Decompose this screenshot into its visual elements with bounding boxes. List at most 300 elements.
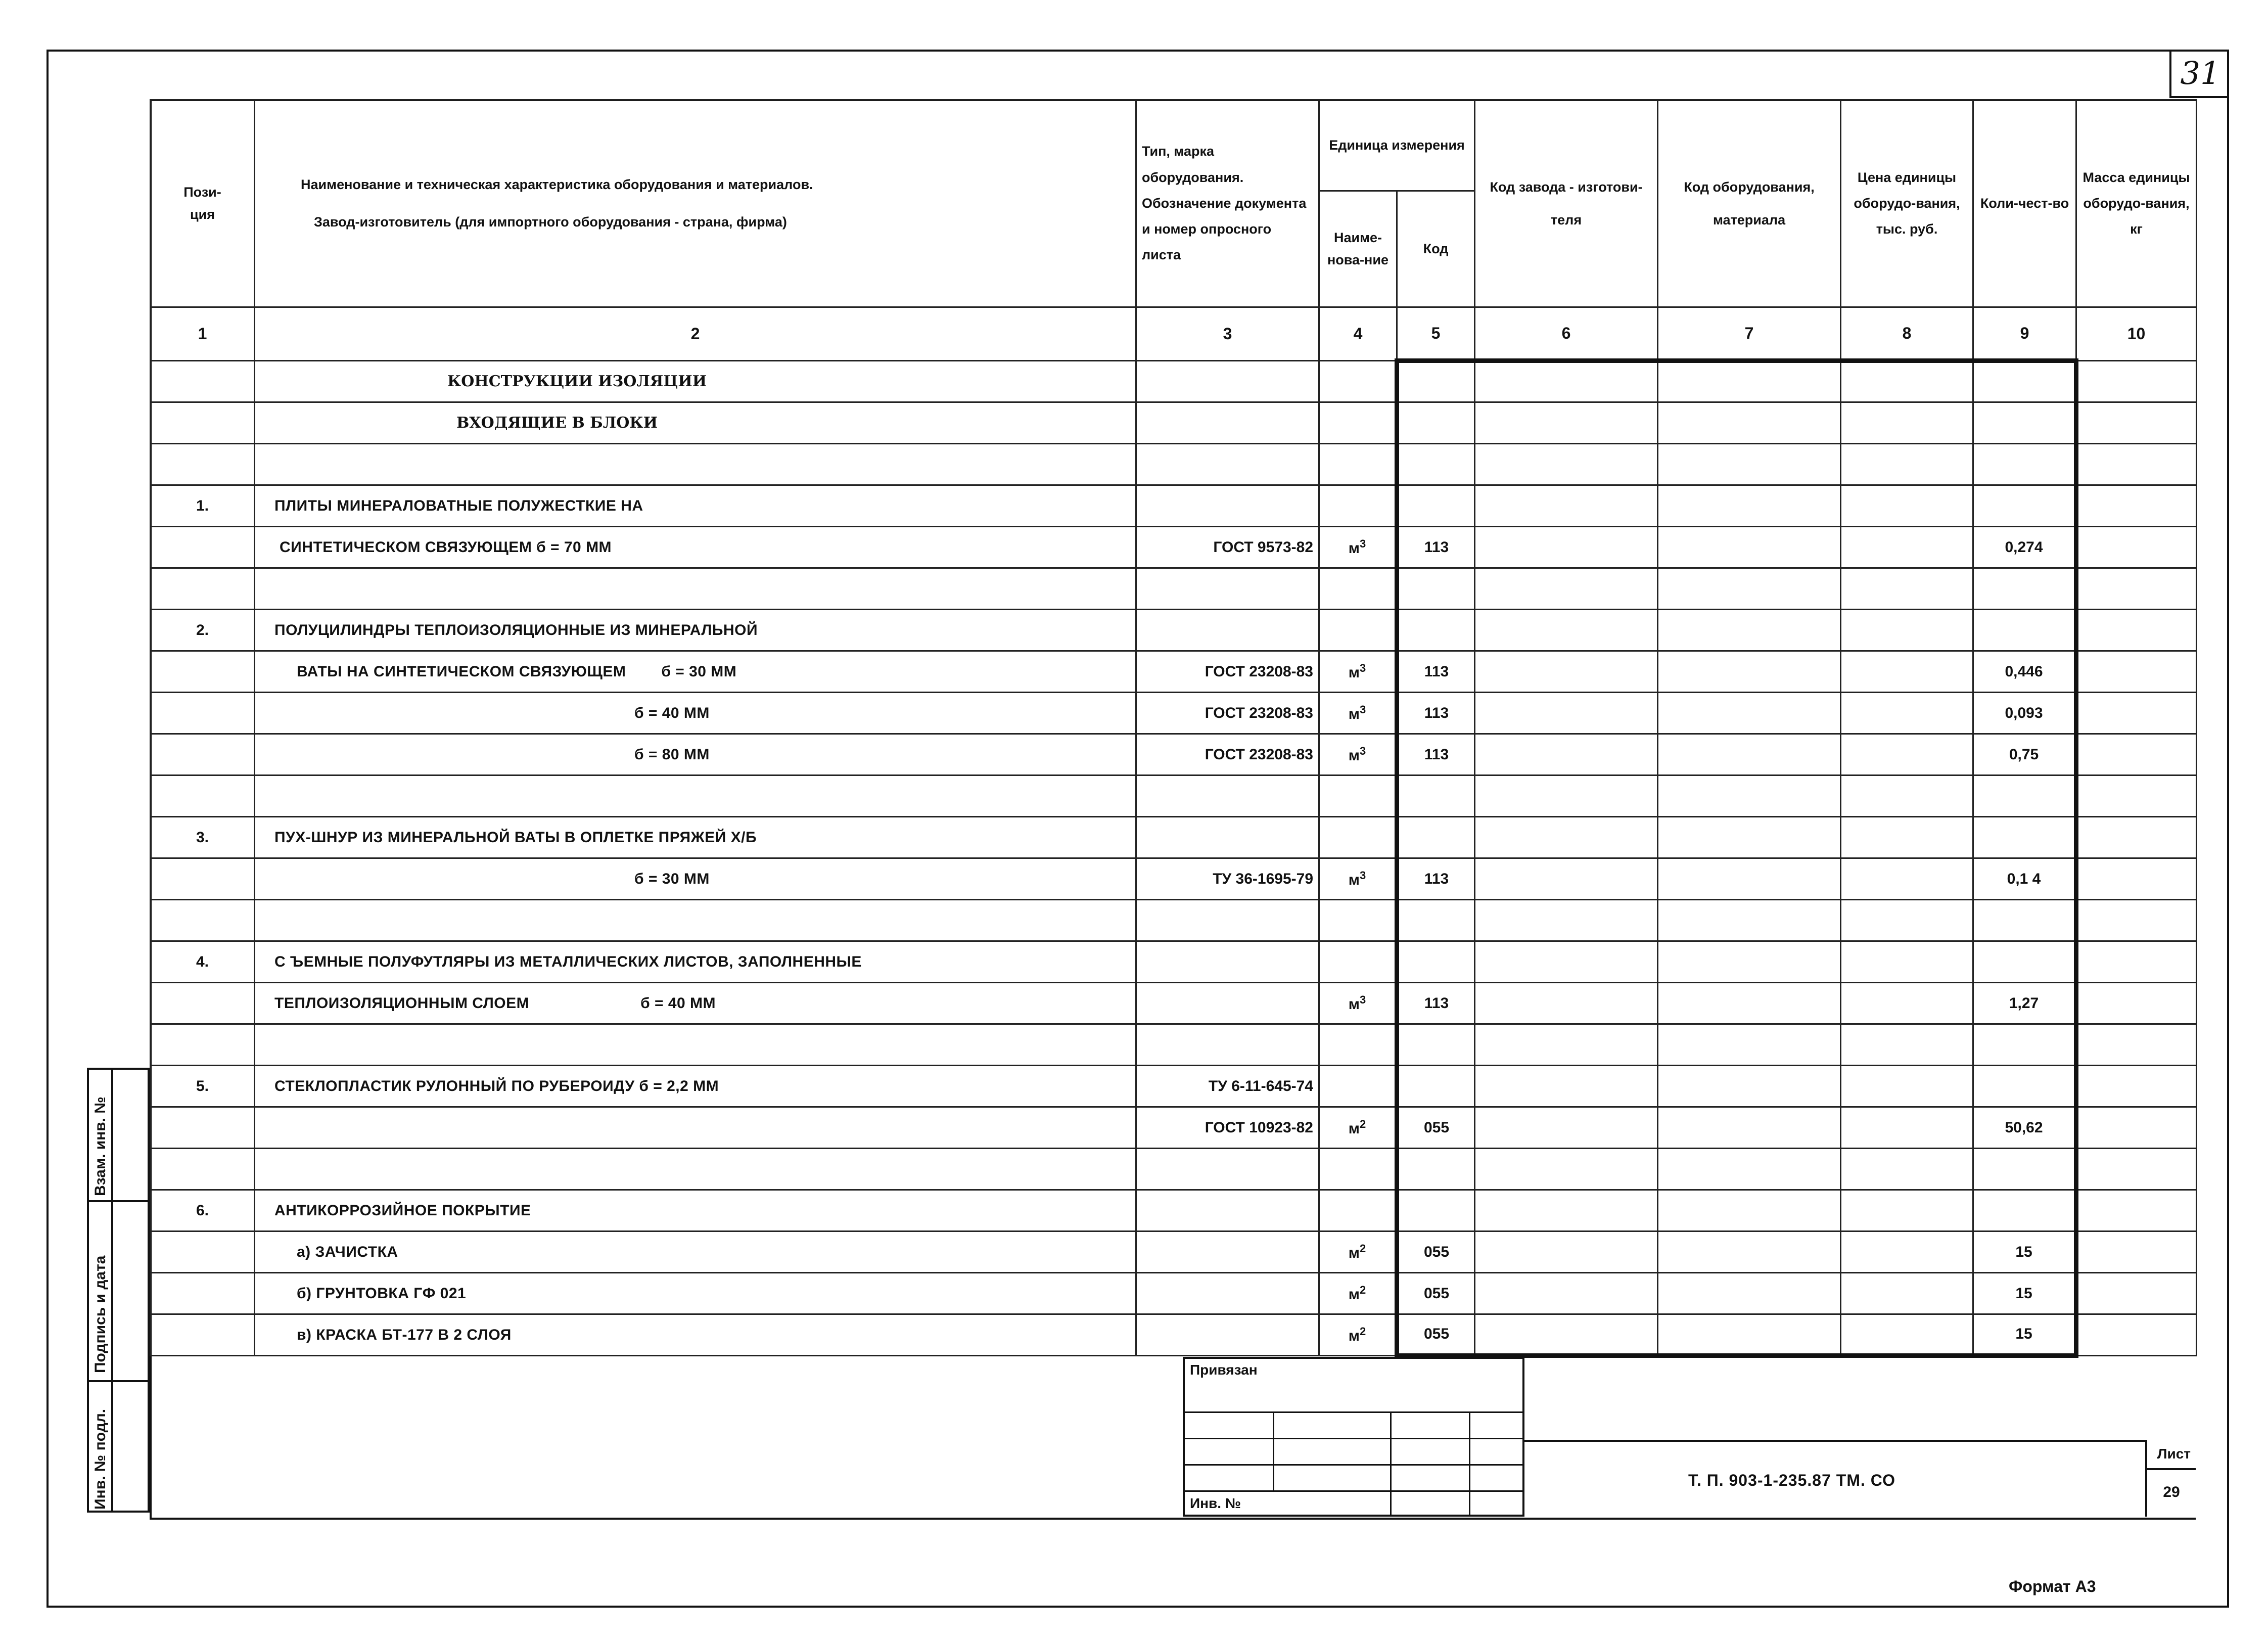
cell-quantity — [1973, 776, 2076, 817]
cell-unit: $м^2$ — [1319, 1107, 1397, 1149]
cell-position — [151, 693, 255, 734]
header-position: Пози- ция — [151, 100, 255, 307]
cell-position — [151, 776, 255, 817]
cell-unit: $м^3$ — [1319, 858, 1397, 900]
item-name: ТЕПЛОИЗОЛЯЦИОННЫМ СЛОЕМ — [274, 994, 530, 1012]
cell-position — [151, 858, 255, 900]
item-name: ВАТЫ НА СИНТЕТИЧЕСКОМ СВЯЗУЮЩЕМ — [297, 663, 626, 680]
cell-factory-code — [1475, 1314, 1658, 1356]
item-name: в) КРАСКА БТ-177 В 2 СЛОЯ — [297, 1326, 512, 1343]
cell-doc — [1136, 1273, 1319, 1314]
cell-material-code — [1658, 983, 1841, 1024]
cell-price — [1841, 1232, 1973, 1273]
cell-price — [1841, 817, 1973, 858]
cell-factory-code — [1475, 858, 1658, 900]
cell-material-code — [1658, 693, 1841, 734]
item-row — [151, 1314, 2197, 1356]
header-unit-group: Единица измерения — [1319, 100, 1475, 191]
item-name: ПОЛУЦИЛИНДРЫ ТЕПЛОИЗОЛЯЦИОННЫЕ ИЗ МИНЕРАЛЬНОЙ — [274, 621, 758, 638]
cell-price — [1841, 610, 1973, 651]
cell-doc — [1136, 1314, 1319, 1356]
cell-doc: ГОСТ 23208-83 — [1136, 693, 1319, 734]
cell-code — [1397, 941, 1475, 983]
unit-exponent: 3 — [1359, 745, 1366, 757]
col-number: 9 — [1973, 307, 2076, 361]
cell-factory-code — [1475, 485, 1658, 527]
approval-sidebar — [87, 1068, 150, 1513]
cell-material-code — [1658, 1149, 1841, 1190]
header-material-code: Код оборудования, материала — [1658, 100, 1841, 307]
sidebar-vzam-label: Взам. инв. № — [92, 1097, 109, 1196]
cell-doc — [1136, 1232, 1319, 1273]
spacer-row — [151, 776, 2197, 817]
specification-table — [150, 99, 2197, 1358]
cell-name — [255, 941, 1136, 983]
cell-quantity — [1973, 1024, 2076, 1066]
cell-mass — [2076, 1149, 2197, 1190]
cell-material-code — [1658, 444, 1841, 485]
cell-material-code — [1658, 1273, 1841, 1314]
cell-name — [255, 1190, 1136, 1232]
cell-material-code — [1658, 568, 1841, 610]
cell-unit: $м^3$ — [1319, 734, 1397, 776]
cell-mass — [2076, 693, 2197, 734]
cell-position — [151, 1314, 255, 1356]
cell-price — [1841, 858, 1973, 900]
cell-mass — [2076, 1024, 2197, 1066]
cell-mass — [2076, 900, 2197, 941]
cell-material-code — [1658, 485, 1841, 527]
cell-price — [1841, 983, 1973, 1024]
cell-material-code — [1658, 1314, 1841, 1356]
cell-code — [1397, 1190, 1475, 1232]
spacer-row — [151, 1024, 2197, 1066]
cell-quantity — [1973, 610, 2076, 651]
cell-quantity: 15 — [1973, 1314, 2076, 1356]
cell-unit — [1319, 1149, 1397, 1190]
spacer-row — [151, 444, 2197, 485]
cell-name — [255, 1107, 1136, 1149]
cell-mass — [2076, 444, 2197, 485]
header-name-line1: Наименование и техническая характеристика оборудования и материалов. — [301, 177, 813, 193]
cell-position: 3. — [151, 817, 255, 858]
cell-mass — [2076, 1232, 2197, 1273]
cell-name — [255, 817, 1136, 858]
cell-position: 6. — [151, 1190, 255, 1232]
cell-position — [151, 361, 255, 402]
item-thickness: б = 30 ММ — [661, 663, 737, 680]
cell-mass — [2076, 941, 2197, 983]
cell-unit — [1319, 1190, 1397, 1232]
cell-unit: $м^2$ — [1319, 1232, 1397, 1273]
unit-exponent: 2 — [1359, 1242, 1366, 1255]
cell-mass — [2076, 527, 2197, 568]
item-row — [151, 858, 2197, 900]
cell-code — [1397, 485, 1475, 527]
cell-mass — [2076, 1190, 2197, 1232]
cell-unit — [1319, 361, 1397, 402]
cell-name — [255, 1232, 1136, 1273]
item-name: ПУХ-ШНУР ИЗ МИНЕРАЛЬНОЙ ВАТЫ В ОПЛЕТКЕ ПРЯЖЕЙ Х/Б — [274, 829, 757, 846]
cell-mass — [2076, 568, 2197, 610]
cell-position — [151, 1273, 255, 1314]
cell-price — [1841, 444, 1973, 485]
cell-unit — [1319, 1024, 1397, 1066]
spacer-row — [151, 568, 2197, 610]
cell-mass — [2076, 734, 2197, 776]
cell-material-code — [1658, 1066, 1841, 1107]
cell-unit — [1319, 610, 1397, 651]
cell-price — [1841, 941, 1973, 983]
cell-unit — [1319, 941, 1397, 983]
cell-mass — [2076, 1314, 2197, 1356]
unit-exponent: 3 — [1359, 993, 1366, 1006]
cell-doc: ТУ 6-11-645-74 — [1136, 1066, 1319, 1107]
cell-material-code — [1658, 1024, 1841, 1066]
cell-material-code — [1658, 941, 1841, 983]
cell-code — [1397, 402, 1475, 444]
cell-factory-code — [1475, 1232, 1658, 1273]
cell-doc — [1136, 983, 1319, 1024]
cell-name — [255, 1273, 1136, 1314]
cell-unit — [1319, 485, 1397, 527]
column-numbers-row — [151, 307, 2197, 361]
cell-unit: $м^2$ — [1319, 1314, 1397, 1356]
sheet-number: 31 — [2169, 50, 2229, 98]
header-name — [255, 100, 1136, 307]
cell-material-code — [1658, 776, 1841, 817]
cell-name — [255, 1024, 1136, 1066]
col-number: 7 — [1658, 307, 1841, 361]
cell-doc: ГОСТ 23208-83 — [1136, 651, 1319, 693]
unit-exponent: 2 — [1359, 1284, 1366, 1296]
sheet-box — [2145, 1440, 2196, 1517]
cell-quantity — [1973, 444, 2076, 485]
cell-factory-code — [1475, 776, 1658, 817]
cell-doc — [1136, 485, 1319, 527]
cell-quantity — [1973, 485, 2076, 527]
cell-mass — [2076, 1273, 2197, 1314]
cell-doc — [1136, 900, 1319, 941]
cell-price — [1841, 1190, 1973, 1232]
section-title-row — [151, 402, 2197, 444]
cell-code — [1397, 1066, 1475, 1107]
cell-code: 055 — [1397, 1314, 1475, 1356]
cell-quantity: 0,446 — [1973, 651, 2076, 693]
cell-unit: $м^2$ — [1319, 1273, 1397, 1314]
cell-quantity: 0,75 — [1973, 734, 2076, 776]
item-row — [151, 693, 2197, 734]
cell-mass — [2076, 485, 2197, 527]
cell-mass — [2076, 361, 2197, 402]
header-row — [151, 100, 2197, 191]
cell-position — [151, 444, 255, 485]
cell-position: 4. — [151, 941, 255, 983]
item-row — [151, 983, 2197, 1024]
header-unit-code: Код — [1397, 191, 1475, 307]
cell-price — [1841, 402, 1973, 444]
cell-quantity: 15 — [1973, 1273, 2076, 1314]
cell-code: 113 — [1397, 693, 1475, 734]
spacer-row — [151, 1149, 2197, 1190]
cell-quantity — [1973, 361, 2076, 402]
cell-code — [1397, 1024, 1475, 1066]
cell-material-code — [1658, 402, 1841, 444]
cell-quantity — [1973, 402, 2076, 444]
sheet-value: 29 — [2163, 1484, 2180, 1500]
cell-price — [1841, 1314, 1973, 1356]
cell-name: ВХОДЯЩИЕ В БЛОКИ — [255, 402, 1136, 444]
cell-price — [1841, 734, 1973, 776]
cell-quantity — [1973, 817, 2076, 858]
cell-quantity — [1973, 1066, 2076, 1107]
cell-material-code — [1658, 527, 1841, 568]
cell-position — [151, 402, 255, 444]
cell-doc — [1136, 568, 1319, 610]
cell-mass — [2076, 776, 2197, 817]
col-number: 1 — [151, 307, 255, 361]
item-name: ПЛИТЫ МИНЕРАЛОВАТНЫЕ ПОЛУЖЕСТКИЕ НА — [274, 497, 643, 514]
cell-price — [1841, 1107, 1973, 1149]
item-row — [151, 734, 2197, 776]
cell-doc — [1136, 361, 1319, 402]
cell-price — [1841, 1149, 1973, 1190]
cell-doc: ГОСТ 23208-83 — [1136, 734, 1319, 776]
cell-name — [255, 734, 1136, 776]
cell-unit: $м^3$ — [1319, 693, 1397, 734]
cell-unit — [1319, 817, 1397, 858]
cell-name — [255, 1066, 1136, 1107]
cell-factory-code — [1475, 1024, 1658, 1066]
item-row — [151, 817, 2197, 858]
unit-exponent: 2 — [1359, 1325, 1366, 1338]
cell-position — [151, 568, 255, 610]
cell-code: 055 — [1397, 1232, 1475, 1273]
sidebar-podpis-label: Подпись и дата — [92, 1255, 109, 1373]
cell-factory-code — [1475, 1066, 1658, 1107]
cell-code — [1397, 610, 1475, 651]
cell-factory-code — [1475, 900, 1658, 941]
cell-code — [1397, 444, 1475, 485]
cell-material-code — [1658, 1190, 1841, 1232]
cell-quantity: 1,27 — [1973, 983, 2076, 1024]
cell-quantity: 0,093 — [1973, 693, 2076, 734]
cell-doc — [1136, 444, 1319, 485]
cell-factory-code — [1475, 568, 1658, 610]
cell-material-code — [1658, 734, 1841, 776]
cell-position — [151, 1232, 255, 1273]
col-number: 2 — [255, 307, 1136, 361]
unit-exponent: 3 — [1359, 662, 1366, 674]
document-code: Т. П. 903-1-235.87 ТМ. СО — [1688, 1471, 1895, 1489]
cell-price — [1841, 651, 1973, 693]
cell-code: 113 — [1397, 858, 1475, 900]
cell-factory-code — [1475, 1190, 1658, 1232]
cell-code — [1397, 817, 1475, 858]
cell-position: 1. — [151, 485, 255, 527]
cell-unit — [1319, 402, 1397, 444]
cell-doc — [1136, 1190, 1319, 1232]
col-number: 4 — [1319, 307, 1397, 361]
header-price: Цена единицы оборудо-вания, тыс. руб. — [1841, 100, 1973, 307]
cell-material-code — [1658, 610, 1841, 651]
cell-price — [1841, 485, 1973, 527]
cell-factory-code — [1475, 1107, 1658, 1149]
cell-name — [255, 776, 1136, 817]
cell-factory-code — [1475, 610, 1658, 651]
cell-name — [255, 568, 1136, 610]
cell-price — [1841, 693, 1973, 734]
cell-doc: ТУ 36-1695-79 — [1136, 858, 1319, 900]
item-row — [151, 1066, 2197, 1107]
cell-code: 055 — [1397, 1107, 1475, 1149]
header-factory-code: Код завода - изготови-теля — [1475, 100, 1658, 307]
cell-price — [1841, 776, 1973, 817]
cell-mass — [2076, 402, 2197, 444]
cell-name — [255, 1314, 1136, 1356]
item-row — [151, 941, 2197, 983]
unit-exponent: 3 — [1359, 537, 1366, 550]
cell-name — [255, 900, 1136, 941]
cell-position — [151, 1149, 255, 1190]
cell-unit — [1319, 776, 1397, 817]
cell-doc — [1136, 1149, 1319, 1190]
cell-position — [151, 734, 255, 776]
cell-factory-code — [1475, 1273, 1658, 1314]
cell-position: 5. — [151, 1066, 255, 1107]
stamp-privyazan: Привязан — [1190, 1362, 1258, 1378]
item-row — [151, 1273, 2197, 1314]
item-name: б) ГРУНТОВКА ГФ 021 — [297, 1285, 467, 1302]
cell-factory-code — [1475, 983, 1658, 1024]
cell-code: 113 — [1397, 651, 1475, 693]
item-row — [151, 1190, 2197, 1232]
cell-unit — [1319, 444, 1397, 485]
cell-code: 113 — [1397, 983, 1475, 1024]
cell-quantity: 50,62 — [1973, 1107, 2076, 1149]
cell-doc — [1136, 776, 1319, 817]
item-thickness: б = 40 ММ — [634, 704, 710, 721]
item-name: АНТИКОРРОЗИЙНОЕ ПОКРЫТИЕ — [274, 1202, 531, 1219]
cell-mass — [2076, 817, 2197, 858]
unit-exponent: 3 — [1359, 869, 1366, 882]
cell-price — [1841, 361, 1973, 402]
cell-code — [1397, 776, 1475, 817]
header-unit-name: Наиме-нова-ние — [1319, 191, 1397, 307]
format-label: Формат А3 — [2009, 1577, 2096, 1595]
cell-material-code — [1658, 900, 1841, 941]
cell-unit: $м^3$ — [1319, 651, 1397, 693]
cell-doc: ГОСТ 10923-82 — [1136, 1107, 1319, 1149]
item-row — [151, 651, 2197, 693]
cell-position — [151, 983, 255, 1024]
cell-doc — [1136, 941, 1319, 983]
cell-material-code — [1658, 651, 1841, 693]
item-thickness: б = 40 ММ — [640, 994, 716, 1012]
unit-exponent: 3 — [1359, 703, 1366, 716]
item-row — [151, 610, 2197, 651]
header-type: Тип, марка оборудования. Обозначение документа и номер опросного листа — [1136, 100, 1319, 307]
item-row — [151, 485, 2197, 527]
cell-doc: ГОСТ 9573-82 — [1136, 527, 1319, 568]
cell-material-code — [1658, 817, 1841, 858]
cell-factory-code — [1475, 444, 1658, 485]
cell-position — [151, 1024, 255, 1066]
col-number: 6 — [1475, 307, 1658, 361]
item-name: СТЕКЛОПЛАСТИК РУЛОННЫЙ ПО РУБЕРОИДУ б = 2,2 ММ — [274, 1077, 719, 1094]
cell-quantity — [1973, 1149, 2076, 1190]
cell-factory-code — [1475, 1149, 1658, 1190]
cell-name — [255, 485, 1136, 527]
cell-position — [151, 651, 255, 693]
cell-code — [1397, 1149, 1475, 1190]
cell-position — [151, 900, 255, 941]
cell-factory-code — [1475, 361, 1658, 402]
spacer-row — [151, 900, 2197, 941]
cell-factory-code — [1475, 941, 1658, 983]
cell-quantity: 0,1 4 — [1973, 858, 2076, 900]
col-number: 5 — [1397, 307, 1475, 361]
cell-factory-code — [1475, 817, 1658, 858]
section-title-row — [151, 361, 2197, 402]
cell-quantity: 0,274 — [1973, 527, 2076, 568]
cell-name — [255, 444, 1136, 485]
cell-code — [1397, 900, 1475, 941]
cell-name — [255, 651, 1136, 693]
cell-quantity — [1973, 568, 2076, 610]
cell-doc — [1136, 402, 1319, 444]
cell-factory-code — [1475, 651, 1658, 693]
cell-code — [1397, 361, 1475, 402]
header-mass: Масса единицы оборудо-вания, кг — [2076, 100, 2197, 307]
cell-quantity — [1973, 1190, 2076, 1232]
cell-material-code — [1658, 1232, 1841, 1273]
cell-name — [255, 527, 1136, 568]
cell-code: 113 — [1397, 734, 1475, 776]
col-number: 3 — [1136, 307, 1319, 361]
cell-code: 113 — [1397, 527, 1475, 568]
cell-unit — [1319, 1066, 1397, 1107]
item-thickness: б = 80 ММ — [634, 746, 710, 763]
item-name: С ЪЕМНЫЕ ПОЛУФУТЛЯРЫ ИЗ МЕТАЛЛИЧЕСКИХ ЛИСТОВ, ЗАПОЛНЕННЫЕ — [274, 953, 862, 970]
cell-position — [151, 527, 255, 568]
header-quantity: Коли-чест-во — [1973, 100, 2076, 307]
cell-factory-code — [1475, 527, 1658, 568]
cell-mass — [2076, 983, 2197, 1024]
item-name: СИНТЕТИЧЕСКОМ СВЯЗУЮЩЕМ б = 70 ММ — [280, 538, 612, 556]
cell-mass — [2076, 1066, 2197, 1107]
cell-doc — [1136, 1024, 1319, 1066]
cell-factory-code — [1475, 402, 1658, 444]
cell-quantity — [1973, 941, 2076, 983]
cell-name — [255, 858, 1136, 900]
item-thickness: б = 30 ММ — [634, 870, 710, 887]
cell-name — [255, 693, 1136, 734]
cell-material-code — [1658, 858, 1841, 900]
col-number: 8 — [1841, 307, 1973, 361]
cell-mass — [2076, 651, 2197, 693]
cell-quantity: 15 — [1973, 1232, 2076, 1273]
cell-mass — [2076, 610, 2197, 651]
cell-name — [255, 983, 1136, 1024]
item-row — [151, 1107, 2197, 1149]
cell-doc — [1136, 817, 1319, 858]
cell-unit — [1319, 568, 1397, 610]
cell-doc — [1136, 610, 1319, 651]
cell-price — [1841, 1273, 1973, 1314]
cell-name — [255, 610, 1136, 651]
cell-name — [255, 1149, 1136, 1190]
